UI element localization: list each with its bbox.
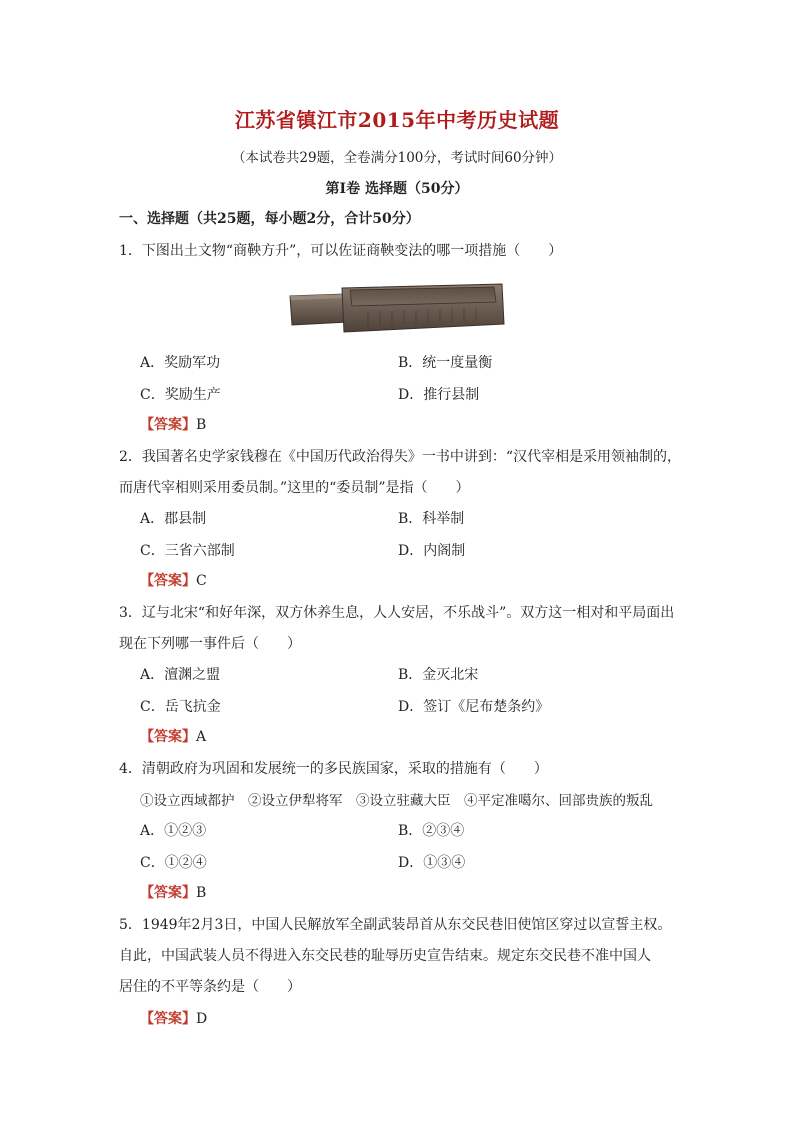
question-1-option-a: A．奖励军功 <box>140 355 221 371</box>
question-2-option-a: A．郡县制 <box>140 511 207 527</box>
question-4-answer <box>140 882 206 902</box>
shang-yang-sheng-artifact-image <box>288 278 506 338</box>
question-3-stem-line-1: 3．辽与北宋“和好年深，双方休养生息，人人安居，不乐战斗”。双方这一相对和平局面出 <box>119 605 675 621</box>
answer-value: D <box>196 1011 208 1027</box>
question-3-stem-line-2: 现在下列哪一事件后（ ） <box>119 636 301 652</box>
exam-info: （本试卷共29题，全卷满分100分，考试时间60分钟） <box>231 150 563 166</box>
part-heading: 一、选择题（共25题，每小题2分，合计50分） <box>119 211 420 227</box>
question-1-option-d: D．推行县制 <box>398 387 480 403</box>
question-2-option-b: B．科举制 <box>398 511 465 527</box>
question-1-option-c: C．奖励生产 <box>140 387 221 403</box>
answer-tag: 【答案】 <box>140 1011 196 1027</box>
question-4-stem: 4．清朝政府为巩固和发展统一的多民族国家，采取的措施有（ ） <box>119 761 548 777</box>
question-2-stem-line-2: 而唐代宰相则采用委员制。”这里的“委员制”是指（ ） <box>119 480 470 496</box>
answer-value: C <box>196 573 207 589</box>
question-4-statements: ①设立西域都护 ②设立伊犁将军 ③设立驻藏大臣 ④平定准噶尔、回部贵族的叛乱 <box>140 793 653 809</box>
answer-value: B <box>196 417 207 433</box>
answer-tag: 【答案】 <box>140 885 196 901</box>
question-1-option-b: B．统一度量衡 <box>398 355 493 371</box>
question-2-stem-line-1: 2．我国著名史学家钱穆在《中国历代政治得失》一书中讲到：“汉代宰相是采用领袖制的， <box>119 449 682 465</box>
question-5-answer <box>140 1008 207 1028</box>
answer-tag: 【答案】 <box>140 573 196 589</box>
question-5-stem-line-1: 5．1949年2月3日，中国人民解放军全副武装昂首从东交民巷旧使馆区穿过以宣誓主权。 <box>119 917 672 933</box>
question-4-option-c: C．①②④ <box>140 855 207 871</box>
answer-value: B <box>196 885 207 901</box>
question-3-option-c: C．岳飞抗金 <box>140 699 221 715</box>
question-3-option-d: D．签订《尼布楚条约》 <box>398 699 550 715</box>
question-2-option-c: C．三省六部制 <box>140 543 235 559</box>
answer-tag: 【答案】 <box>140 417 196 433</box>
answer-tag: 【答案】 <box>140 729 196 745</box>
question-5-stem-line-2: 自此，中国武装人员不得进入东交民巷的耻辱历史宣告结束。规定东交民巷不准中国人 <box>119 948 651 964</box>
question-2-option-d: D．内阁制 <box>398 543 466 559</box>
question-1-stem: 1．下图出土文物“商鞅方升”，可以佐证商鞅变法的哪一项措施（ ） <box>119 243 563 259</box>
question-2-answer <box>140 570 207 590</box>
question-3-option-b: B．金灭北宋 <box>398 667 479 683</box>
question-4-option-b: B．②③④ <box>398 823 465 839</box>
question-5-stem-line-3: 居住的不平等条约是（ ） <box>119 979 301 995</box>
answer-value: A <box>196 729 207 745</box>
question-3-answer <box>140 726 206 746</box>
question-4-option-d: D．①③④ <box>398 855 466 871</box>
question-3-option-a: A．澶渊之盟 <box>140 667 221 683</box>
section-heading: 第Ⅰ卷 选择题（50分） <box>325 181 469 197</box>
page-title: 江苏省镇江市2015年中考历史试题 <box>234 108 560 132</box>
question-4-option-a: A．①②③ <box>140 823 207 839</box>
question-1-answer <box>140 414 206 434</box>
